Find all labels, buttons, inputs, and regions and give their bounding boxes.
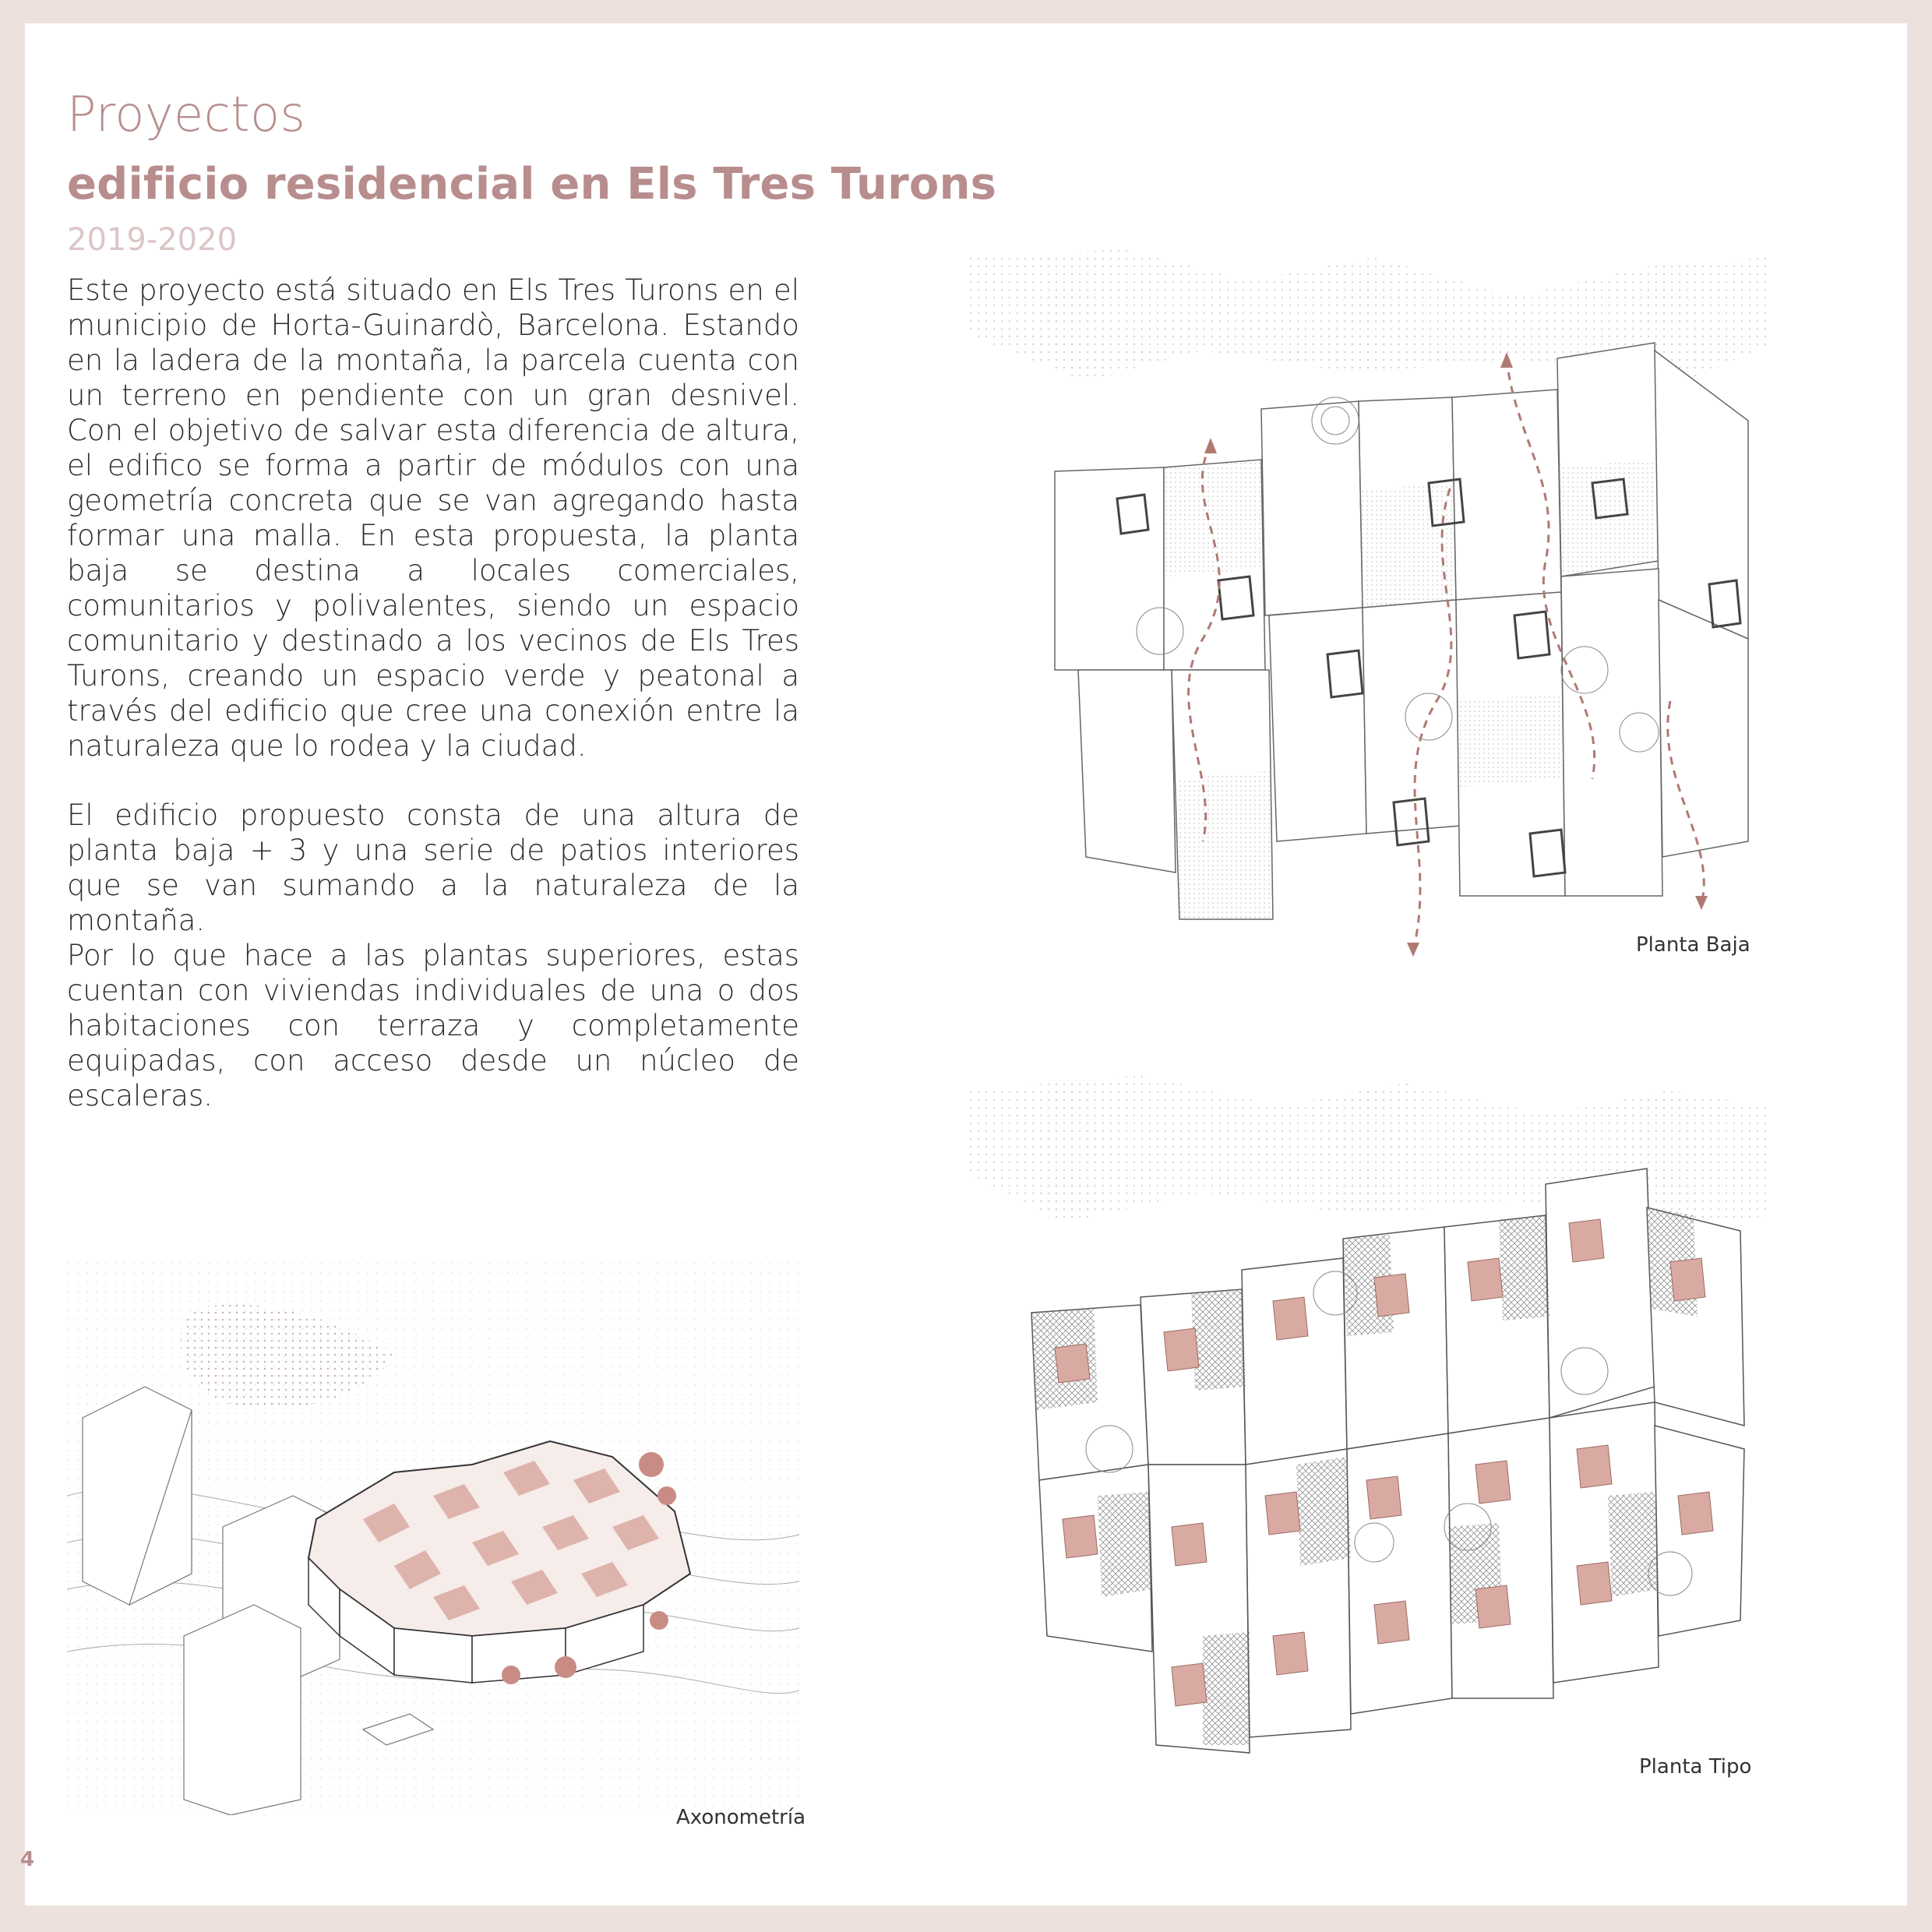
- planta-tipo-drawing: [969, 1059, 1772, 1807]
- project-years: 2019-2020: [67, 222, 238, 258]
- description-block-2: [67, 798, 799, 1113]
- planta-tipo-caption: Planta Tipo: [1639, 1755, 1752, 1779]
- description-paragraph-3: Por lo que hace a las plantas superiores, estas cuentan con viviendas individuales de una o dos habitaciones con terraza y completamente equipadas, con acceso desde un núcleo de escaleras.: [67, 939, 799, 1112]
- planta-baja-caption: Planta Baja: [1636, 933, 1750, 957]
- axonometria-drawing: [67, 1262, 799, 1815]
- description-paragraph-1: Este proyecto está situado en Els Tres Turons en el municipio de Horta-Guinardò, Barcelona. Estando en la ladera de la montaña, la parcela cuenta con un terreno en pendiente con un gran desnivel. Con el objetivo de salvar esta diferencia de altura, el edifico se forma a partir de módulos con una geometría concreta que se van agregando hasta formar una malla. En esta propuesta, la planta baja se destina a locales comerciales, comunitarios y polivalentes, siendo un espacio comunitario y destinado a los vecinos de Els Tres Turons, creando un espacio verde y peatonal a través del edificio que cree una conexión entre la naturaleza que lo rodea y la ciudad.: [67, 273, 799, 763]
- planta-baja-drawing: [969, 234, 1772, 982]
- axonometria-caption: Axonometría: [676, 1806, 806, 1829]
- project-subtitle: edificio residencial en Els Tres Turons: [67, 159, 997, 210]
- description-paragraph-2: El edificio propuesto consta de una altura de planta baja + 3 y una serie de patios interiores que se van sumando a la naturaleza de la montaña.: [67, 799, 799, 937]
- page-title: Proyectos: [67, 86, 306, 143]
- page-number: 4: [20, 1848, 35, 1871]
